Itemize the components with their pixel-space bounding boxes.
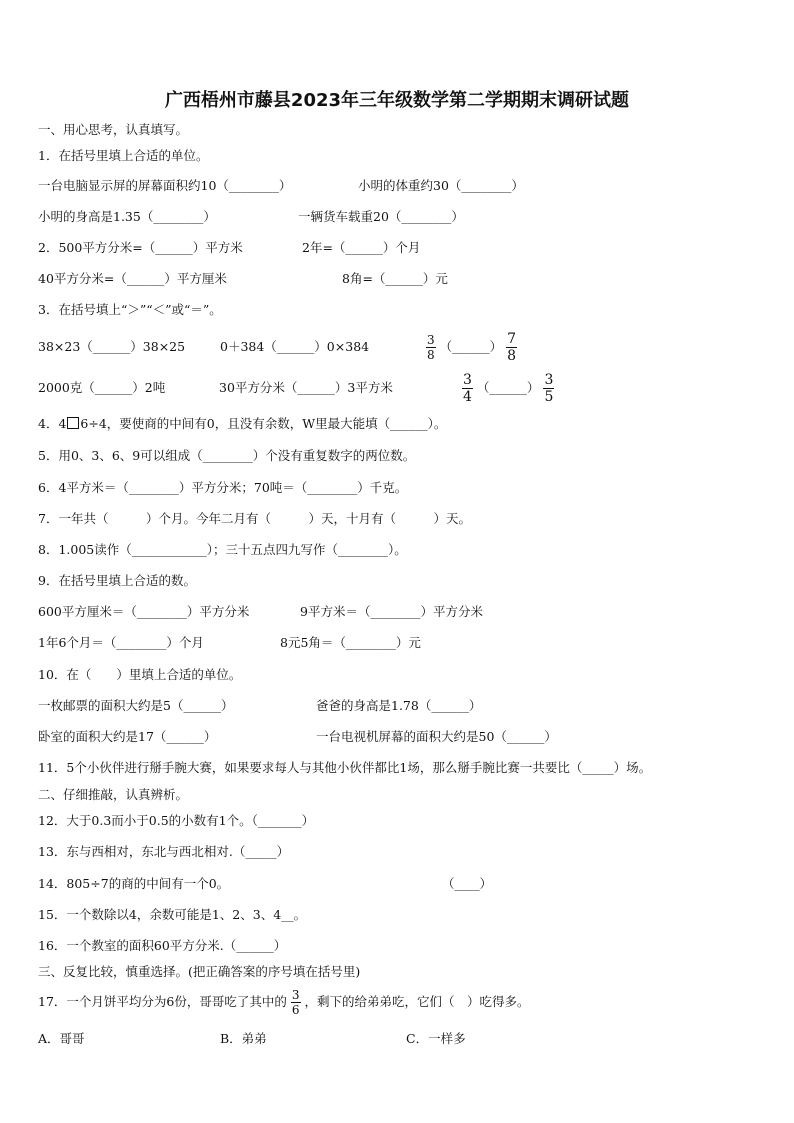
fraction-7-8: $\frac{7}{8}$: [507, 331, 517, 364]
question-15: 15．一个数除以4，余数可能是1、2、3、4__。: [38, 907, 307, 922]
question-11: 11．5个小伙伴进行掰手腕大赛，如果要求每人与其他小伙伴都比1场，那么掰手腕比赛一共要比（_____）场。: [38, 760, 652, 775]
question-2-c: 40平方分米=（______）平方厘米: [38, 271, 227, 286]
question-3-d: 2000克（______）2吨: [38, 380, 166, 395]
question-1-a: 一台电脑显示屏的屏幕面积约10（________）: [38, 178, 292, 193]
question-1: 1．在括号里填上合适的单位。: [38, 148, 209, 163]
question-4: 4．4 6÷4，要使商的中间有0，且没有余数，W里最大能填（______）。: [38, 416, 447, 431]
section-heading-1: 一、用心思考，认真填写。: [38, 122, 189, 137]
question-9: 9．在括号里填上合适的数。: [38, 573, 196, 588]
question-9-b: 9平方米＝（________）平方分米: [300, 604, 483, 619]
option-c: C．一样多: [406, 1031, 466, 1046]
question-1-b: 小明的体重约30（________）: [358, 178, 524, 193]
question-3: 3．在括号填上“＞”“＜”或“＝”。: [38, 302, 222, 317]
question-10: 10．在（ ）里填上合适的单位。: [38, 667, 242, 682]
question-13: 13．东与西相对，东北与西北相对.（_____）: [38, 844, 290, 859]
question-2-b: 2年=（______）个月: [302, 240, 421, 255]
question-3-c: $\frac{3}{8}$ （______） $\frac{7}{8}$: [427, 331, 517, 364]
question-6: 6．4平方米＝（________）平方分米；70吨＝（________）千克。: [38, 480, 408, 495]
question-1-c: 小明的身高是1.35（________）: [38, 209, 216, 224]
question-12: 12．大于0.3而小于0.5的小数有1个。（_______）: [38, 813, 315, 828]
question-2-a: 2．500平方分米=（______）平方米: [38, 240, 243, 255]
question-14: 14．805÷7的商的中间有一个0。: [38, 876, 230, 891]
section-heading-2: 二、仔细推敲，认真辨析。: [38, 787, 189, 802]
question-3-f: $\frac{3}{4}$ （______） $\frac{3}{5}$: [463, 372, 554, 405]
fraction-3-5: $\frac{3}{5}$: [544, 372, 554, 405]
question-17: 17．一个月饼平均分为6份，哥哥吃了其中的 $\frac{3}{6}$ ，剩下的给弟弟吃，它们（ ）吃得多。: [38, 988, 530, 1017]
question-8: 8．1.005读作（____________）；三十五点四九写作（________）。: [38, 542, 407, 557]
option-a: A．哥哥: [38, 1031, 85, 1046]
fraction-3-4: $\frac{3}{4}$: [463, 372, 472, 405]
question-2-d: 8角=（______）元: [342, 271, 448, 286]
question-14-answer: （____）: [442, 876, 493, 891]
page-title: 广西梧州市藤县2023年三年级数学第二学期期末调研试题: [164, 90, 630, 111]
blank-box-icon: [67, 417, 79, 429]
question-10-c: 卧室的面积大约是17（______）: [38, 729, 217, 744]
question-3-b: 0＋384（______）0×384: [220, 339, 370, 354]
question-9-a: 600平方厘米＝（________）平方分米: [38, 604, 250, 619]
question-3-e: 30平方分米（______）3平方米: [219, 380, 393, 395]
section-heading-3: 三、反复比较，慎重选择。(把正确答案的序号填在括号里): [38, 964, 361, 979]
fraction-3-6: $\frac{3}{6}$: [291, 988, 300, 1017]
question-9-d: 8元5角＝（________）元: [280, 635, 421, 650]
question-16: 16．一个教室的面积60平方分米.（______）: [38, 938, 287, 953]
question-10-a: 一枚邮票的面积大约是5（______）: [38, 698, 234, 713]
fraction-3-8: $\frac{3}{8}$: [427, 333, 435, 362]
question-1-d: 一辆货车载重20（________）: [298, 209, 464, 224]
option-b: B．弟弟: [220, 1031, 267, 1046]
question-7: 7．一年共（ ）个月。今年二月有（ ）天，十月有（ ）天。: [38, 511, 471, 526]
question-9-c: 1年6个月＝（________）个月: [38, 635, 204, 650]
question-10-b: 爸爸的身高是1.78（______）: [316, 698, 482, 713]
question-5: 5．用0、3、6、9可以组成（________）个没有重复数字的两位数。: [38, 448, 416, 463]
question-3-a: 38×23（______）38×25: [38, 339, 186, 354]
question-10-d: 一台电视机屏幕的面积大约是50（______）: [316, 729, 557, 744]
